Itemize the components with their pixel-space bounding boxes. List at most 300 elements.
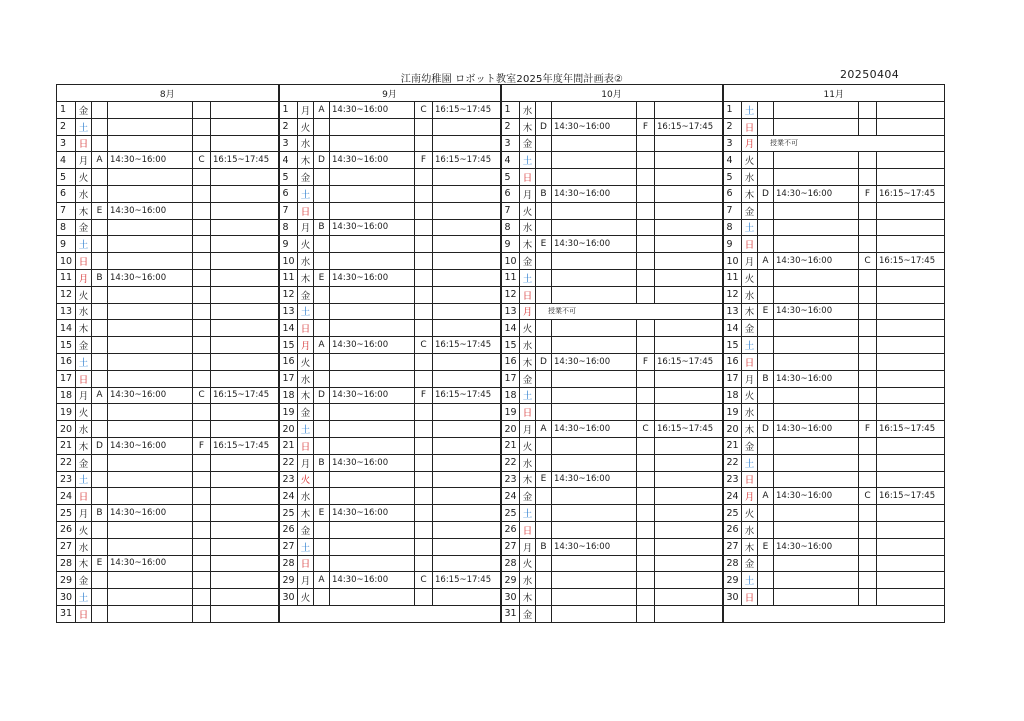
class-code: A [536, 421, 552, 438]
class-code [193, 370, 211, 387]
class-time: 16:15~17:45 [877, 185, 945, 202]
weekday: 木 [520, 471, 536, 488]
table-row [57, 320, 945, 337]
class-code [637, 152, 655, 169]
weekday: 土 [742, 454, 758, 471]
class-time [877, 303, 945, 320]
class-time: 14:30~16:00 [552, 471, 637, 488]
class-code [193, 219, 211, 236]
class-time [108, 219, 193, 236]
class-time: 16:15~17:45 [211, 437, 279, 454]
weekday: 土 [76, 118, 92, 135]
class-code [415, 454, 433, 471]
class-code [637, 169, 655, 186]
class-time [433, 353, 501, 370]
class-code [859, 102, 877, 119]
day-number: 15 [57, 337, 76, 354]
weekday: 火 [298, 236, 314, 253]
weekday: 金 [742, 555, 758, 572]
day-number: 23 [501, 471, 520, 488]
class-code [415, 421, 433, 438]
class-time [877, 404, 945, 421]
weekday: 火 [520, 555, 536, 572]
class-code [92, 219, 108, 236]
class-time [211, 572, 279, 589]
class-code [536, 337, 552, 354]
class-code: A [92, 387, 108, 404]
class-time [433, 118, 501, 135]
class-code [193, 572, 211, 589]
class-time [552, 572, 637, 589]
class-code [415, 471, 433, 488]
class-code: C [415, 102, 433, 119]
class-time [877, 471, 945, 488]
class-code: E [92, 202, 108, 219]
day-number: 12 [57, 286, 76, 303]
class-code [637, 286, 655, 303]
class-code [859, 454, 877, 471]
class-code [536, 169, 552, 186]
weekday: 日 [76, 605, 92, 622]
day-number: 22 [57, 454, 76, 471]
class-time [774, 589, 859, 606]
day-number: 25 [723, 505, 742, 522]
class-code [637, 236, 655, 253]
weekday: 日 [520, 521, 536, 538]
class-code [314, 202, 330, 219]
class-time [433, 286, 501, 303]
class-code [859, 353, 877, 370]
day-number: 5 [723, 169, 742, 186]
page-title: 江南幼稚園 ロボット教室2025年度年間計画表② [400, 74, 624, 85]
class-code [758, 169, 774, 186]
class-code: A [92, 152, 108, 169]
class-code [859, 471, 877, 488]
class-time [655, 236, 723, 253]
weekday: 金 [742, 320, 758, 337]
class-code: C [859, 488, 877, 505]
weekday: 金 [76, 572, 92, 589]
day-number: 26 [723, 521, 742, 538]
class-time: 16:15~17:45 [433, 337, 501, 354]
class-code [859, 152, 877, 169]
day-number: 15 [279, 337, 298, 354]
weekday: 木 [742, 421, 758, 438]
day-number: 17 [501, 370, 520, 387]
class-time [330, 169, 415, 186]
class-time [433, 505, 501, 522]
class-time [330, 185, 415, 202]
class-time [655, 320, 723, 337]
weekday: 金 [742, 437, 758, 454]
class-time [108, 337, 193, 354]
day-number: 20 [279, 421, 298, 438]
class-time: 14:30~16:00 [774, 538, 859, 555]
weekday: 水 [742, 169, 758, 186]
day-number: 16 [279, 353, 298, 370]
class-time [330, 538, 415, 555]
class-code [92, 404, 108, 421]
class-code [758, 219, 774, 236]
class-time [433, 202, 501, 219]
weekday: 水 [76, 421, 92, 438]
class-code [92, 353, 108, 370]
day-number: 28 [57, 555, 76, 572]
class-time [211, 555, 279, 572]
class-code [637, 404, 655, 421]
class-time [552, 202, 637, 219]
table-row [57, 370, 945, 387]
class-code [859, 286, 877, 303]
class-code [536, 404, 552, 421]
class-time: 14:30~16:00 [108, 437, 193, 454]
class-code [859, 219, 877, 236]
class-code: A [314, 102, 330, 119]
weekday: 火 [76, 169, 92, 186]
class-code [314, 286, 330, 303]
empty-cell [279, 605, 501, 622]
day-number: 3 [279, 135, 298, 152]
class-time [211, 589, 279, 606]
class-time [330, 135, 415, 152]
weekday: 水 [76, 303, 92, 320]
class-time [433, 471, 501, 488]
weekday: 日 [742, 471, 758, 488]
class-time [433, 236, 501, 253]
class-time [877, 454, 945, 471]
class-time [433, 454, 501, 471]
month-header: 11月 [723, 85, 945, 102]
class-time [211, 505, 279, 522]
class-time [108, 370, 193, 387]
class-code [314, 437, 330, 454]
weekday: 火 [520, 437, 536, 454]
class-time [211, 471, 279, 488]
no-class-note: 授業不可 [758, 135, 945, 152]
weekday: 木 [742, 185, 758, 202]
day-number: 3 [723, 135, 742, 152]
weekday: 金 [76, 219, 92, 236]
day-number: 20 [57, 421, 76, 438]
class-code [415, 320, 433, 337]
class-code [536, 437, 552, 454]
day-number: 9 [279, 236, 298, 253]
class-time: 14:30~16:00 [774, 488, 859, 505]
class-code [314, 589, 330, 606]
class-code: E [536, 471, 552, 488]
class-time [774, 152, 859, 169]
class-code [415, 303, 433, 320]
weekday: 火 [742, 505, 758, 522]
class-time [552, 488, 637, 505]
weekday: 月 [742, 488, 758, 505]
weekday: 日 [520, 404, 536, 421]
weekday: 木 [742, 303, 758, 320]
weekday: 日 [76, 135, 92, 152]
class-time [552, 437, 637, 454]
class-code [758, 320, 774, 337]
class-code [859, 589, 877, 606]
day-number: 27 [57, 538, 76, 555]
class-time [108, 169, 193, 186]
class-time [433, 421, 501, 438]
day-number: 18 [279, 387, 298, 404]
day-number: 8 [501, 219, 520, 236]
weekday: 土 [76, 589, 92, 606]
class-code [193, 303, 211, 320]
class-code [859, 521, 877, 538]
class-code [193, 589, 211, 606]
class-code: D [92, 437, 108, 454]
class-time [877, 320, 945, 337]
day-number: 19 [723, 404, 742, 421]
day-number: 21 [279, 437, 298, 454]
day-number: 5 [57, 169, 76, 186]
weekday: 月 [520, 421, 536, 438]
class-code [859, 437, 877, 454]
weekday: 水 [520, 219, 536, 236]
class-time [774, 118, 859, 135]
class-code: E [536, 236, 552, 253]
class-time [552, 454, 637, 471]
day-number: 3 [501, 135, 520, 152]
weekday: 土 [742, 219, 758, 236]
day-number: 25 [279, 505, 298, 522]
weekday: 日 [520, 286, 536, 303]
class-time [655, 169, 723, 186]
class-time [552, 337, 637, 354]
class-time: 16:15~17:45 [211, 152, 279, 169]
weekday: 火 [298, 118, 314, 135]
class-code [193, 471, 211, 488]
weekday: 水 [76, 185, 92, 202]
class-code [758, 269, 774, 286]
weekday: 金 [520, 488, 536, 505]
class-code [859, 538, 877, 555]
day-number: 26 [501, 521, 520, 538]
class-time [433, 538, 501, 555]
class-code: F [859, 185, 877, 202]
class-code [415, 538, 433, 555]
class-time [108, 521, 193, 538]
class-code: A [758, 488, 774, 505]
class-time: 14:30~16:00 [108, 202, 193, 219]
class-code [415, 219, 433, 236]
class-code: E [314, 505, 330, 522]
document-number: 20250404 [840, 68, 900, 81]
weekday: 月 [298, 219, 314, 236]
day-number: 20 [723, 421, 742, 438]
class-code [637, 437, 655, 454]
class-time [774, 521, 859, 538]
class-time [433, 185, 501, 202]
class-code [859, 202, 877, 219]
class-time: 16:15~17:45 [655, 421, 723, 438]
class-time [877, 589, 945, 606]
weekday: 金 [76, 337, 92, 354]
class-code [92, 320, 108, 337]
weekday: 金 [520, 370, 536, 387]
empty-cell [723, 605, 945, 622]
day-number: 28 [723, 555, 742, 572]
class-code [859, 269, 877, 286]
class-code [314, 421, 330, 438]
class-time [655, 202, 723, 219]
class-code [637, 320, 655, 337]
day-number: 17 [57, 370, 76, 387]
class-time: 14:30~16:00 [774, 370, 859, 387]
weekday: 日 [520, 169, 536, 186]
class-code [314, 370, 330, 387]
class-code [758, 572, 774, 589]
day-number: 16 [57, 353, 76, 370]
class-time [108, 538, 193, 555]
class-time [774, 454, 859, 471]
weekday: 木 [76, 437, 92, 454]
day-number: 22 [279, 454, 298, 471]
class-code [859, 337, 877, 354]
day-number: 13 [57, 303, 76, 320]
day-number: 29 [279, 572, 298, 589]
weekday: 土 [298, 185, 314, 202]
class-code [536, 572, 552, 589]
table-row [57, 185, 945, 202]
weekday: 月 [520, 538, 536, 555]
day-number: 21 [723, 437, 742, 454]
class-code: E [314, 269, 330, 286]
class-time [211, 488, 279, 505]
table-row [57, 572, 945, 589]
weekday: 水 [76, 538, 92, 555]
class-time [330, 253, 415, 270]
class-time [211, 135, 279, 152]
weekday: 木 [76, 320, 92, 337]
class-code [92, 286, 108, 303]
class-code [536, 320, 552, 337]
class-time [108, 286, 193, 303]
class-code [92, 102, 108, 119]
class-code [193, 253, 211, 270]
class-time [330, 320, 415, 337]
class-time [877, 387, 945, 404]
day-number: 10 [723, 253, 742, 270]
weekday: 火 [298, 589, 314, 606]
class-time [330, 353, 415, 370]
class-time [433, 437, 501, 454]
class-time [108, 236, 193, 253]
class-time [330, 370, 415, 387]
class-time [655, 454, 723, 471]
class-time: 16:15~17:45 [655, 353, 723, 370]
day-number: 30 [723, 589, 742, 606]
table-row [57, 219, 945, 236]
day-number: 24 [723, 488, 742, 505]
day-number: 28 [501, 555, 520, 572]
class-code [859, 387, 877, 404]
class-code [415, 202, 433, 219]
weekday: 木 [298, 387, 314, 404]
class-code [92, 236, 108, 253]
day-number: 2 [501, 118, 520, 135]
day-number: 18 [57, 387, 76, 404]
class-code: B [314, 454, 330, 471]
day-number: 31 [57, 605, 76, 622]
class-time [774, 404, 859, 421]
day-number: 26 [57, 521, 76, 538]
class-code: B [536, 538, 552, 555]
class-code: A [314, 572, 330, 589]
class-time [655, 387, 723, 404]
weekday: 金 [298, 521, 314, 538]
class-time [330, 236, 415, 253]
weekday: 日 [76, 370, 92, 387]
weekday: 月 [76, 387, 92, 404]
day-number: 7 [279, 202, 298, 219]
class-time [774, 337, 859, 354]
weekday: 水 [298, 135, 314, 152]
day-number: 15 [501, 337, 520, 354]
day-number: 23 [57, 471, 76, 488]
class-time [108, 421, 193, 438]
day-number: 2 [279, 118, 298, 135]
class-time [655, 521, 723, 538]
weekday: 金 [76, 454, 92, 471]
class-time [433, 219, 501, 236]
class-code [637, 102, 655, 119]
month-header: 9月 [279, 85, 501, 102]
class-code [415, 505, 433, 522]
weekday: 日 [298, 202, 314, 219]
weekday: 木 [76, 202, 92, 219]
class-time [433, 253, 501, 270]
day-number: 19 [501, 404, 520, 421]
class-code [314, 185, 330, 202]
class-code [415, 185, 433, 202]
weekday: 火 [742, 387, 758, 404]
class-code [637, 538, 655, 555]
class-time [655, 555, 723, 572]
class-time [552, 169, 637, 186]
weekday: 月 [742, 135, 758, 152]
class-code: D [758, 421, 774, 438]
day-number: 24 [501, 488, 520, 505]
weekday: 土 [520, 152, 536, 169]
class-time: 14:30~16:00 [552, 236, 637, 253]
weekday: 火 [76, 521, 92, 538]
day-number: 27 [501, 538, 520, 555]
day-number: 11 [279, 269, 298, 286]
weekday: 日 [76, 488, 92, 505]
class-code: D [536, 118, 552, 135]
day-number: 31 [501, 605, 520, 622]
weekday: 金 [298, 286, 314, 303]
weekday: 水 [298, 488, 314, 505]
class-time [211, 421, 279, 438]
class-code [314, 320, 330, 337]
weekday: 火 [298, 471, 314, 488]
class-code: F [193, 437, 211, 454]
class-time [655, 253, 723, 270]
class-time [655, 337, 723, 354]
class-code: A [314, 337, 330, 354]
class-time [330, 488, 415, 505]
class-time [108, 253, 193, 270]
weekday: 火 [520, 202, 536, 219]
class-code [536, 269, 552, 286]
class-time [774, 572, 859, 589]
day-number: 15 [723, 337, 742, 354]
weekday: 木 [520, 353, 536, 370]
